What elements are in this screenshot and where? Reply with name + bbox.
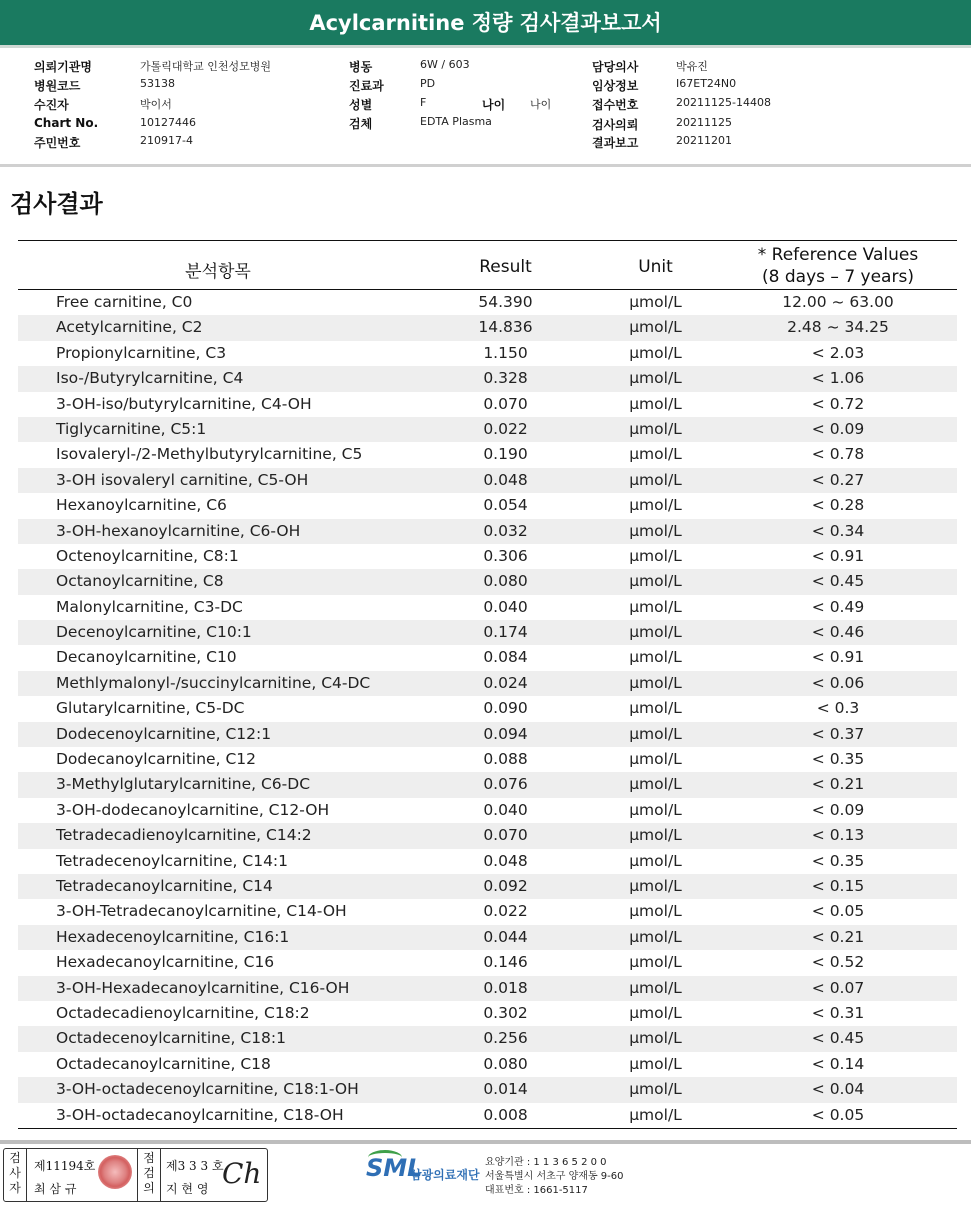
tester-label: 검사자 xyxy=(9,1151,21,1195)
table-row xyxy=(18,772,957,797)
result-value: 0.022 xyxy=(483,419,528,438)
report-title: Acylcarnitine 정량 검사결과보고서 xyxy=(0,0,971,48)
result-value: 0.088 xyxy=(483,750,528,769)
unit-value: μmol/L xyxy=(629,953,682,972)
unit-value: μmol/L xyxy=(629,876,682,895)
reference-value: < 0.37 xyxy=(811,724,865,743)
table-row xyxy=(18,696,957,721)
result-value: 14.836 xyxy=(478,318,533,337)
request-date-label: 검사의뢰 xyxy=(592,118,639,132)
result-value: 0.080 xyxy=(483,1054,528,1073)
table-row xyxy=(18,392,957,417)
unit-value: μmol/L xyxy=(629,978,682,997)
result-value: 0.048 xyxy=(483,470,528,489)
table-row xyxy=(18,1077,957,1102)
reference-value: < 0.49 xyxy=(811,597,865,616)
analyte-name: Iso-/Butyrylcarnitine, C4 xyxy=(56,369,244,388)
result-value: 0.076 xyxy=(483,775,528,794)
result-value: 0.328 xyxy=(483,369,528,388)
table-bottom-rule xyxy=(18,1128,957,1129)
doctor-value: 박유진 xyxy=(676,60,708,73)
analyte-name: 3-OH-octadecenoylcarnitine, C18:1-OH xyxy=(56,1080,359,1099)
unit-value: μmol/L xyxy=(629,1080,682,1099)
analyte-name: Octadecanoylcarnitine, C18 xyxy=(56,1054,271,1073)
analyte-name: 3-Methylglutarylcarnitine, C6-DC xyxy=(56,775,311,794)
org-info xyxy=(485,1156,624,1198)
result-value: 0.070 xyxy=(483,394,528,413)
reference-value: < 0.21 xyxy=(811,775,865,794)
table-row xyxy=(18,722,957,747)
signature-image: Ch xyxy=(222,1157,262,1190)
analyte-name: 3-OH-Hexadecanoylcarnitine, C16-OH xyxy=(56,978,350,997)
table-row xyxy=(18,442,957,467)
reference-value: < 0.34 xyxy=(811,521,865,540)
reference-value: < 0.09 xyxy=(811,800,865,819)
hospital-code-value: 53138 xyxy=(140,77,175,90)
table-row xyxy=(18,874,957,899)
reference-value: < 0.27 xyxy=(811,470,865,489)
table-row xyxy=(18,1026,957,1051)
report-date-label: 결과보고 xyxy=(592,136,639,150)
table-row xyxy=(18,315,957,340)
table-header xyxy=(18,240,957,290)
table-row xyxy=(18,976,957,1001)
table-body xyxy=(18,290,957,1128)
reference-value: 2.48 ~ 34.25 xyxy=(787,318,889,337)
checker-label: 점검의 xyxy=(143,1151,155,1195)
sign-divider xyxy=(137,1149,138,1201)
table-row xyxy=(18,823,957,848)
unit-value: μmol/L xyxy=(629,750,682,769)
result-value: 0.090 xyxy=(483,699,528,718)
reference-value: < 0.45 xyxy=(811,572,865,591)
unit-value: μmol/L xyxy=(629,1029,682,1048)
result-value: 0.302 xyxy=(483,1003,528,1022)
analyte-name: 3-OH-dodecanoylcarnitine, C12-OH xyxy=(56,800,330,819)
chart-no-label: Chart No. xyxy=(34,116,99,130)
result-value: 0.022 xyxy=(483,902,528,921)
unit-value: μmol/L xyxy=(629,1054,682,1073)
table-row xyxy=(18,1001,957,1026)
tester-name: 최 삼 규 xyxy=(34,1182,77,1196)
table-row xyxy=(18,341,957,366)
analyte-name: Decanoylcarnitine, C10 xyxy=(56,648,237,667)
table-row xyxy=(18,468,957,493)
table-row xyxy=(18,417,957,442)
result-value: 0.024 xyxy=(483,673,528,692)
result-value: 0.054 xyxy=(483,496,528,515)
reference-value: < 0.45 xyxy=(811,1029,865,1048)
table-row xyxy=(18,747,957,772)
clinical-info-value: I67ET24N0 xyxy=(676,77,737,90)
logo-mark: SML xyxy=(366,1154,423,1182)
reference-value: < 0.04 xyxy=(811,1080,865,1099)
analyte-name: Acetylcarnitine, C2 xyxy=(56,318,203,337)
unit-value: μmol/L xyxy=(629,724,682,743)
reference-value: < 0.3 xyxy=(816,699,860,718)
header-item: 분석항목 xyxy=(185,262,251,282)
unit-value: μmol/L xyxy=(629,445,682,464)
table-row xyxy=(18,595,957,620)
reference-value: < 0.13 xyxy=(811,826,865,845)
logo-name: 삼광의료재단 xyxy=(410,1168,480,1182)
ward-label: 병동 xyxy=(349,60,373,74)
table-row xyxy=(18,671,957,696)
seal-stamp-icon xyxy=(98,1155,132,1189)
header-ref-line2: (8 days – 7 years) xyxy=(762,267,914,287)
reference-value: < 0.09 xyxy=(811,419,865,438)
org-code: 요양기관 : 1 1 3 6 5 2 0 0 xyxy=(485,1157,607,1168)
org-address: 서울특별시 서초구 양재동 9-60 xyxy=(485,1171,624,1182)
result-value: 0.084 xyxy=(483,648,528,667)
result-value: 0.070 xyxy=(483,826,528,845)
sex-value: F xyxy=(420,96,427,109)
result-value: 0.306 xyxy=(483,546,528,565)
chart-no-value: 10127446 xyxy=(140,116,196,129)
unit-value: μmol/L xyxy=(629,623,682,642)
analyte-name: Malonylcarnitine, C3-DC xyxy=(56,597,243,616)
reference-value: < 0.78 xyxy=(811,445,865,464)
result-value: 0.256 xyxy=(483,1029,528,1048)
unit-value: μmol/L xyxy=(629,775,682,794)
unit-value: μmol/L xyxy=(629,521,682,540)
unit-value: μmol/L xyxy=(629,369,682,388)
reference-value: < 0.07 xyxy=(811,978,865,997)
unit-value: μmol/L xyxy=(629,394,682,413)
result-value: 1.150 xyxy=(483,343,528,362)
unit-value: μmol/L xyxy=(629,318,682,337)
analyte-name: 3-OH-hexanoylcarnitine, C6-OH xyxy=(56,521,301,540)
analyte-name: Octadecadienoylcarnitine, C18:2 xyxy=(56,1003,310,1022)
table-row xyxy=(18,899,957,924)
unit-value: μmol/L xyxy=(629,496,682,515)
section-title: 검사결과 xyxy=(10,190,103,218)
reference-value: < 0.05 xyxy=(811,1105,865,1124)
analyte-name: 3-OH-iso/butyrylcarnitine, C4-OH xyxy=(56,394,312,413)
result-value: 0.094 xyxy=(483,724,528,743)
hospital-value: 가톨릭대학교 인천성모병원 xyxy=(140,60,272,73)
recipient-value: 박이서 xyxy=(140,98,172,111)
sign-divider xyxy=(160,1149,161,1201)
analyte-name: Glutarylcarnitine, C5-DC xyxy=(56,699,245,718)
table-row xyxy=(18,645,957,670)
table-row xyxy=(18,519,957,544)
age-label: 나이 xyxy=(482,98,506,112)
ward-value: 6W / 603 xyxy=(420,58,470,71)
request-date-value: 20211125 xyxy=(676,116,732,129)
unit-value: μmol/L xyxy=(629,419,682,438)
age-value: 나이 xyxy=(530,98,552,111)
sex-label: 성별 xyxy=(349,98,373,112)
reference-value: < 0.15 xyxy=(811,876,865,895)
unit-value: μmol/L xyxy=(629,648,682,667)
unit-value: μmol/L xyxy=(629,597,682,616)
reference-value: 12.00 ~ 63.00 xyxy=(782,293,894,311)
result-value: 0.040 xyxy=(483,597,528,616)
table-row xyxy=(18,950,957,975)
hospital-label: 의뢰기관명 xyxy=(34,60,92,74)
unit-value: μmol/L xyxy=(629,851,682,870)
table-row xyxy=(18,290,957,315)
reference-value: < 0.35 xyxy=(811,750,865,769)
analyte-name: Propionylcarnitine, C3 xyxy=(56,343,227,362)
result-value: 0.018 xyxy=(483,978,528,997)
analyte-name: Decenoylcarnitine, C10:1 xyxy=(56,623,252,642)
dept-value: PD xyxy=(420,77,436,90)
unit-value: μmol/L xyxy=(629,1105,682,1124)
unit-value: μmol/L xyxy=(629,470,682,489)
table-row xyxy=(18,1103,957,1128)
table-row xyxy=(18,620,957,645)
analyte-name: 3-OH-octadecanoylcarnitine, C18-OH xyxy=(56,1105,344,1124)
result-value: 54.390 xyxy=(478,293,533,311)
analyte-name: Octanoylcarnitine, C8 xyxy=(56,572,224,591)
table-row xyxy=(18,493,957,518)
specimen-value: EDTA Plasma xyxy=(420,115,492,128)
reference-value: < 0.28 xyxy=(811,496,865,515)
resident-no-label: 주민번호 xyxy=(34,136,81,150)
analyte-name: Dodecanoylcarnitine, C12 xyxy=(56,750,256,769)
tester-license: 제11194호 xyxy=(34,1159,96,1173)
specimen-label: 검체 xyxy=(349,117,373,131)
analyte-name: Octadecenoylcarnitine, C18:1 xyxy=(56,1029,286,1048)
reference-value: < 0.91 xyxy=(811,648,865,667)
analyte-name: Methlymalonyl-/succinylcarnitine, C4-DC xyxy=(56,673,371,692)
unit-value: μmol/L xyxy=(629,293,682,311)
analyte-name: Tiglycarnitine, C5:1 xyxy=(56,419,207,438)
analyte-name: 3-OH isovaleryl carnitine, C5-OH xyxy=(56,470,309,489)
clinical-info-label: 임상정보 xyxy=(592,79,639,93)
result-value: 0.048 xyxy=(483,851,528,870)
analyte-name: Hexanoylcarnitine, C6 xyxy=(56,496,227,515)
unit-value: μmol/L xyxy=(629,572,682,591)
result-value: 0.032 xyxy=(483,521,528,540)
analyte-name: Tetradecadienoylcarnitine, C14:2 xyxy=(56,826,312,845)
table-row xyxy=(18,544,957,569)
footer-divider xyxy=(0,1140,971,1144)
hospital-code-label: 병원코드 xyxy=(34,79,81,93)
unit-value: μmol/L xyxy=(629,826,682,845)
unit-value: μmol/L xyxy=(629,673,682,692)
header-unit: Unit xyxy=(638,257,673,277)
result-value: 0.146 xyxy=(483,953,528,972)
reference-value: < 0.91 xyxy=(811,546,865,565)
header-result: Result xyxy=(479,257,532,277)
receipt-no-value: 20211125-14408 xyxy=(676,96,771,109)
unit-value: μmol/L xyxy=(629,800,682,819)
reference-value: < 0.46 xyxy=(811,623,865,642)
result-value: 0.190 xyxy=(483,445,528,464)
table-row xyxy=(18,366,957,391)
resident-no-value: 210917-4 xyxy=(140,134,193,147)
result-value: 0.044 xyxy=(483,927,528,946)
reference-value: < 0.35 xyxy=(811,851,865,870)
table-row xyxy=(18,798,957,823)
unit-value: μmol/L xyxy=(629,902,682,921)
reference-value: < 0.06 xyxy=(811,673,865,692)
results-table xyxy=(18,240,957,1129)
analyte-name: Isovaleryl-/2-Methylbutyrylcarnitine, C5 xyxy=(56,445,363,464)
header-ref-line1: * Reference Values xyxy=(757,245,919,265)
analyte-name: Hexadecanoylcarnitine, C16 xyxy=(56,953,275,972)
checker-name: 지 현 영 xyxy=(166,1182,209,1196)
patient-info-block xyxy=(0,48,971,164)
result-value: 0.014 xyxy=(483,1080,528,1099)
report-date-value: 20211201 xyxy=(676,134,732,147)
analyte-name: Tetradecenoylcarnitine, C14:1 xyxy=(56,851,289,870)
analyte-name: Hexadecenoylcarnitine, C16:1 xyxy=(56,927,290,946)
receipt-no-label: 접수번호 xyxy=(592,98,639,112)
table-row xyxy=(18,569,957,594)
checker-license: 제3 3 3 호 xyxy=(166,1159,224,1173)
analyte-name: Octenoylcarnitine, C8:1 xyxy=(56,546,239,565)
reference-value: < 2.03 xyxy=(811,343,865,362)
analyte-name: Free carnitine, C0 xyxy=(56,293,193,311)
reference-value: < 0.72 xyxy=(811,394,865,413)
dept-label: 진료과 xyxy=(349,79,384,93)
info-divider xyxy=(0,164,971,167)
reference-value: < 1.06 xyxy=(811,369,865,388)
reference-value: < 0.05 xyxy=(811,902,865,921)
result-value: 0.040 xyxy=(483,800,528,819)
result-value: 0.080 xyxy=(483,572,528,591)
unit-value: μmol/L xyxy=(629,546,682,565)
table-row xyxy=(18,849,957,874)
reference-value: < 0.21 xyxy=(811,927,865,946)
table-row xyxy=(18,1052,957,1077)
table-row xyxy=(18,925,957,950)
unit-value: μmol/L xyxy=(629,699,682,718)
result-value: 0.092 xyxy=(483,876,528,895)
analyte-name: Tetradecanoylcarnitine, C14 xyxy=(56,876,273,895)
result-value: 0.174 xyxy=(483,623,528,642)
doctor-label: 담당의사 xyxy=(592,60,639,74)
reference-value: < 0.31 xyxy=(811,1003,865,1022)
sign-divider xyxy=(26,1149,27,1201)
org-phone: 대표번호 : 1661-5117 xyxy=(485,1185,588,1196)
unit-value: μmol/L xyxy=(629,343,682,362)
analyte-name: 3-OH-Tetradecanoylcarnitine, C14-OH xyxy=(56,902,347,921)
reference-value: < 0.14 xyxy=(811,1054,865,1073)
result-value: 0.008 xyxy=(483,1105,528,1124)
analyte-name: Dodecenoylcarnitine, C12:1 xyxy=(56,724,272,743)
signature-box xyxy=(3,1148,268,1202)
reference-value: < 0.52 xyxy=(811,953,865,972)
unit-value: μmol/L xyxy=(629,1003,682,1022)
recipient-label: 수진자 xyxy=(34,98,69,112)
unit-value: μmol/L xyxy=(629,927,682,946)
